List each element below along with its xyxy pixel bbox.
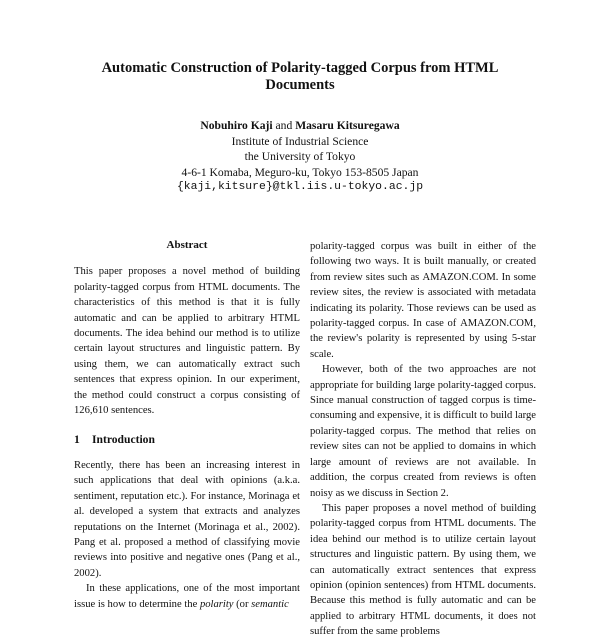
right-paragraph-3: This paper proposes a novel method of building polarity-tagged corpus from HTML documents. The idea behind our method is to utilize certain layout structures and linguistic pattern. By using them, we can automatically extract sentences that express opinion (opinion sentences) from HTML documents. Because this method is fully automatic and can be applied to arbitrary HTML documents, it does not suffer from the same problems bbox=[310, 502, 536, 638]
author-separator: and bbox=[275, 119, 293, 132]
author-university: the University of Tokyo bbox=[244, 150, 356, 163]
abstract-heading: Abstract bbox=[166, 239, 208, 251]
right-paragraph-1 bbox=[310, 239, 536, 362]
paper-title: Automatic Construction of Polarity-tagged Corpus from HTML Documents bbox=[101, 60, 499, 93]
left-column bbox=[74, 238, 300, 612]
abstract-text: This paper proposes a novel method of building polarity-tagged corpus from HTML documents. The characteristics of this method is that it is fully automatic and can be applied to arbitrary HTML documents. The idea behind our method is to utilize certain layout structures and linguistic pattern. By using them, we can automatically extract such sentences that express opinion. In our experiment, the method could construct a corpus consisting of 126,610 sentences. bbox=[74, 266, 300, 417]
author-email: {kaji,kitsure}@tkl.iis.u-tokyo.ac.jp bbox=[176, 181, 424, 193]
author-block bbox=[100, 118, 500, 196]
right-p1-text-b: . In some review sites, the review is associated with metadata indicating its polarity. Those reviews can be used as polarity-tagged corpus. In case of bbox=[310, 271, 536, 330]
author-address: 4-6-1 Komaba, Meguro-ku, Tokyo 153-8505 Japan bbox=[181, 165, 419, 179]
right-p1-text-a: polarity-tagged corpus was built in either of the following two ways. It is built manually, or created from review sites such as bbox=[310, 241, 536, 283]
author-institute: Institute of Industrial Science bbox=[231, 134, 369, 148]
author-name-1: Nobuhiro Kaji bbox=[200, 119, 273, 132]
author-line bbox=[100, 118, 500, 134]
intro-paragraph-2 bbox=[74, 581, 300, 612]
intro-p2-or: (or bbox=[236, 598, 249, 610]
right-paragraph-2: However, both of the two approaches are not appropriate for building large polarity-tagged corpus. Since manual construction of tagged corpus is time-consuming and expensive, it is difficult to build large polarity-tagged corpus. The method that relies on review sites can not be applied to domains in which large amount of reviews are not available. In addition, the corpus created from reviews is often noisy as we discuss in Section 2. bbox=[310, 364, 536, 499]
right-p1-text-c: , the review's polarity is represented by using 5-star scale. bbox=[310, 318, 536, 360]
author-name-2: Masaru Kitsuregawa bbox=[295, 119, 400, 132]
section-number: 1 bbox=[74, 433, 80, 447]
section-heading-introduction bbox=[74, 432, 300, 447]
section-title: Introduction bbox=[92, 433, 155, 447]
right-column bbox=[310, 239, 536, 640]
italic-term-semantic: semantic bbox=[251, 598, 289, 610]
amazon-small-caps: AMAZON.COM bbox=[422, 271, 496, 283]
amazon-small-caps: AMAZON.COM bbox=[460, 318, 534, 330]
intro-paragraph-1: Recently, there has been an increasing interest in such applications that deal with opinions (a.k.a. sentiment, reputation etc.). For instance, Morinaga et al. developed a system that extracts and analyzes reputations on the Internet (Morinaga et al., 2002). Pang et al. proposed a method of classifying movie reviews into positive and negative ones (Pang et al., 2002). bbox=[74, 459, 300, 579]
italic-term-polarity: polarity bbox=[199, 598, 234, 610]
intro-p2-text: In these applications, one of the most important issue is how to determine the bbox=[74, 583, 300, 610]
